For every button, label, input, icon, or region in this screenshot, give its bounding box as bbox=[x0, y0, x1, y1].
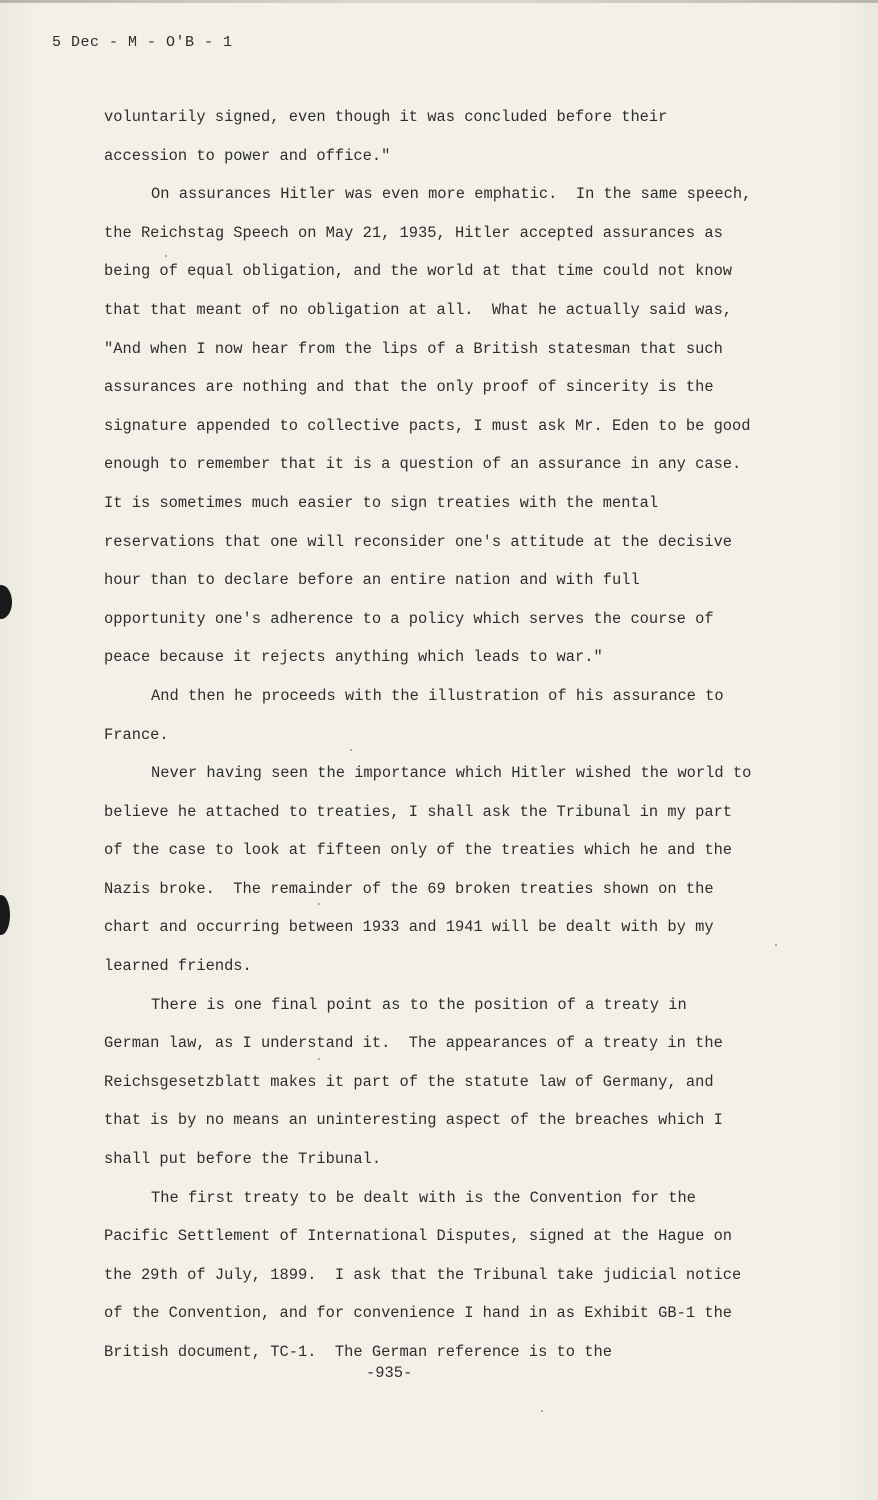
text-line: Nazis broke. The remainder of the 69 broken treaties shown on the bbox=[104, 879, 714, 898]
text-line: of the case to look at fifteen only of the treaties which he and the bbox=[104, 841, 733, 860]
paper-speck bbox=[350, 749, 352, 751]
text-line: voluntarily signed, even though it was concluded before their bbox=[104, 108, 668, 126]
page-header: 5 Dec - M - O'B - 1 bbox=[52, 34, 233, 51]
text-line: chart and occurring between 1933 and 1941 will be dealt with by my bbox=[104, 918, 714, 937]
text-line: And then he proceeds with the illustration of his assurance to bbox=[151, 686, 724, 705]
text-line: being of equal obligation, and the world at that time could not know bbox=[104, 262, 733, 281]
page-number: -935- bbox=[366, 1364, 413, 1382]
text-line: the 29th of July, 1899. I ask that the Tribunal take judicial notice bbox=[104, 1265, 742, 1284]
text-line: German law, as I understand it. The appearances of a treaty in the bbox=[104, 1034, 723, 1053]
text-line: It is sometimes much easier to sign treaties with the mental bbox=[104, 493, 659, 512]
text-line: Pacific Settlement of International Disputes, signed at the Hague on bbox=[104, 1227, 733, 1246]
binder-hole-lower bbox=[0, 895, 10, 935]
text-line: signature appended to collective pacts, I must ask Mr. Eden to be good bbox=[104, 416, 751, 435]
text-line: opportunity one's adherence to a policy which serves the course of bbox=[104, 609, 714, 628]
page-top-edge bbox=[0, 0, 878, 3]
text-line: assurances are nothing and that the only proof of sincerity is the bbox=[104, 378, 714, 397]
body-text bbox=[104, 98, 804, 1372]
text-line: of the Convention, and for convenience I hand in as Exhibit GB-1 the bbox=[104, 1304, 733, 1323]
text-line: believe he attached to treaties, I shall ask the Tribunal in my part bbox=[104, 802, 733, 821]
binder-hole-upper bbox=[0, 585, 12, 619]
text-line: Reichsgesetzblatt makes it part of the statute law of Germany, and bbox=[104, 1072, 714, 1091]
paper-speck bbox=[775, 944, 777, 946]
text-line: enough to remember that it is a question of an assurance in any case. bbox=[104, 455, 742, 474]
text-line: There is one final point as to the position of a treaty in bbox=[151, 995, 687, 1014]
paper-speck bbox=[541, 1410, 543, 1412]
paper-speck bbox=[318, 903, 320, 905]
text-line: that is by no means an uninteresting aspect of the breaches which I bbox=[104, 1111, 723, 1130]
text-line: On assurances Hitler was even more emphatic. In the same speech, bbox=[151, 185, 752, 204]
text-line: "And when I now hear from the lips of a British statesman that such bbox=[104, 339, 723, 358]
text-line: accession to power and office." bbox=[104, 146, 391, 165]
text-line: the Reichstag Speech on May 21, 1935, Hitler accepted assurances as bbox=[104, 223, 723, 242]
text-line: shall put before the Tribunal. bbox=[104, 1150, 382, 1169]
text-line: Never having seen the importance which Hitler wished the world to bbox=[151, 764, 752, 783]
text-line: hour than to declare before an entire nation and with full bbox=[104, 571, 640, 590]
text-line: The first treaty to be dealt with is the Convention for the bbox=[151, 1188, 696, 1207]
paper-speck bbox=[318, 1058, 320, 1060]
text-line: France. bbox=[104, 725, 169, 744]
text-line: learned friends. bbox=[104, 957, 252, 976]
text-line: peace because it rejects anything which leads to war." bbox=[104, 648, 603, 667]
text-line: British document, TC-1. The German reference is to the bbox=[104, 1343, 612, 1361]
paper-speck bbox=[165, 255, 167, 257]
text-line: reservations that one will reconsider one's attitude at the decisive bbox=[104, 532, 733, 551]
text-line: that that meant of no obligation at all. What he actually said was, bbox=[104, 300, 733, 319]
